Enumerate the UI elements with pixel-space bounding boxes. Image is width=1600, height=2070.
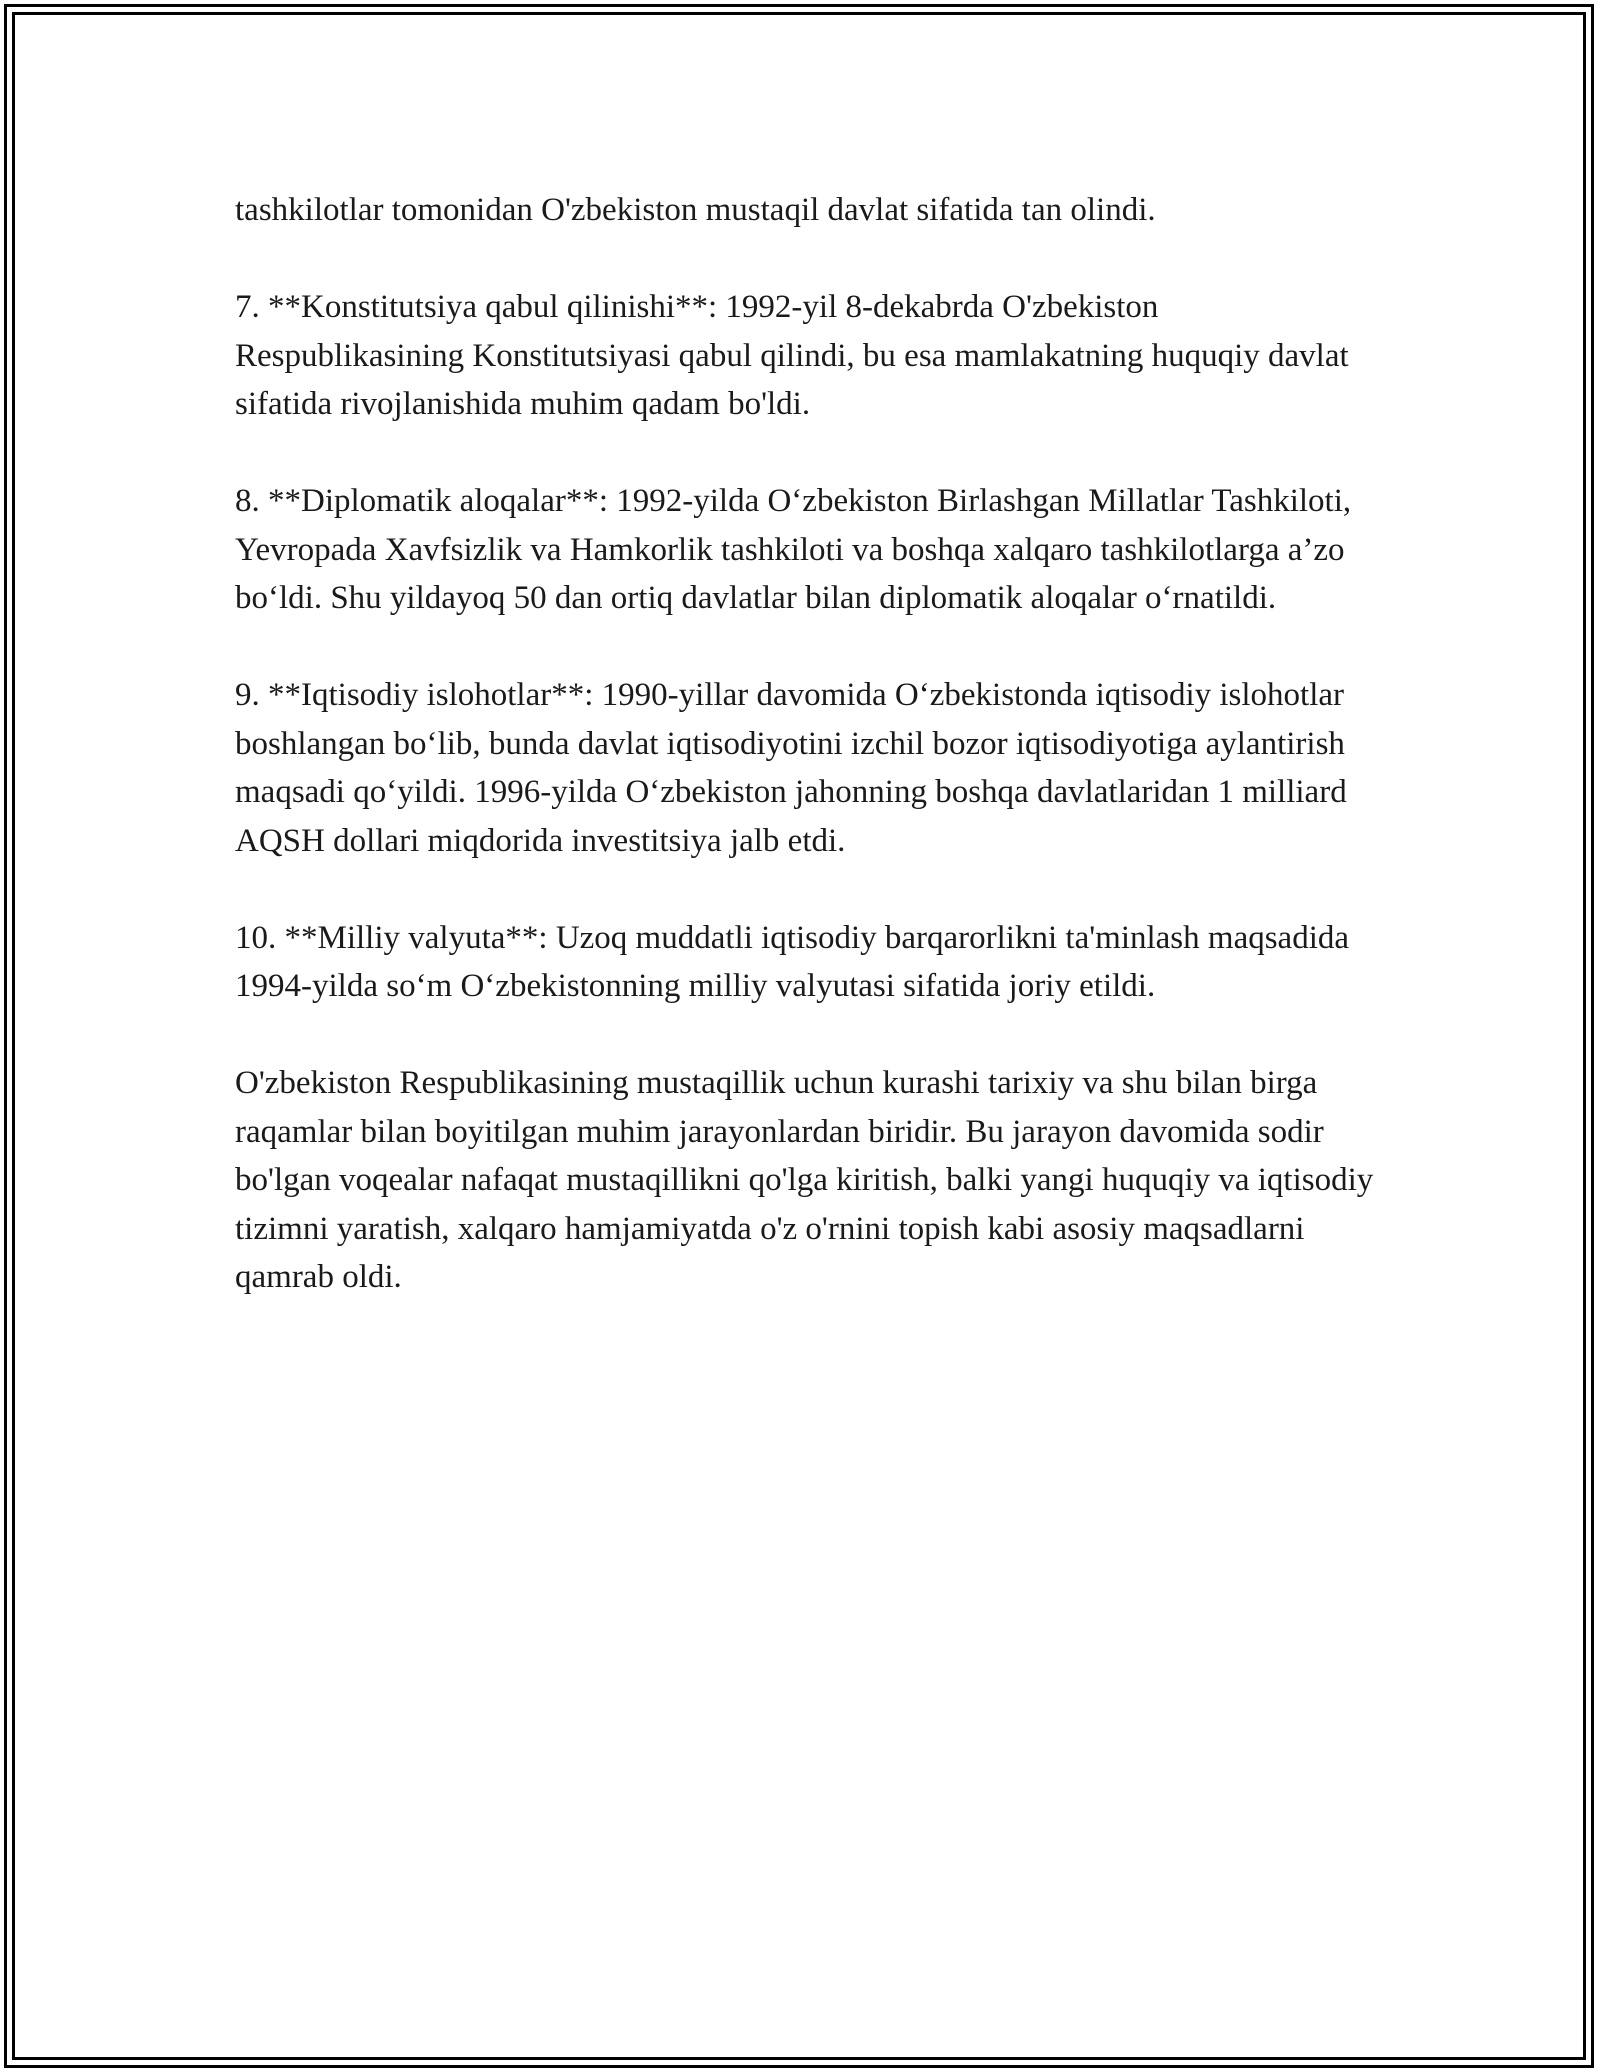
paragraph-diplomatic-relations: 8. **Diplomatik aloqalar**: 1992-yilda O‘zbekiston Birlashgan Millatlar Tashkiloti, Yevropada Xavfsizlik va Hamkorlik tashkiloti va boshqa xalqaro tashkilotlarga a’zo bo‘ldi. Shu yildayoq 50 dan ortiq davlatlar bilan diplomatik aloqalar o‘rnatildi.	[235, 483, 1352, 616]
document-body	[235, 186, 1385, 1350]
paragraph-constitution: 7. **Konstitutsiya qabul qilinishi**: 1992-yil 8-dekabrda O'zbekiston Respublikasining Konstitutsiyasi qabul qilindi, bu esa mamlakatning huquqiy davlat sifatida rivojlanishida muhim qadam bo'ldi.	[235, 289, 1349, 422]
paragraph-economic-reforms: 9. **Iqtisodiy islohotlar**: 1990-yillar davomida O‘zbekistonda iqtisodiy islohotlar boshlangan bo‘lib, bunda davlat iqtisodiyotini izchil bozor iqtisodiyotiga aylantirish maqsadi qo‘yildi. 1996-yilda O‘zbekiston jahonning boshqa davlatlaridan 1 milliard AQSH dollari miqdorida investitsiya jalb etdi.	[235, 677, 1347, 859]
paragraph-conclusion: O'zbekiston Respublikasining mustaqillik uchun kurashi tarixiy va shu bilan birga raqamlar bilan boyitilgan muhim jarayonlardan biridir. Bu jarayon davomida sodir bo'lgan voqealar nafaqat mustaqillikni qo'lga kiritish, balki yangi huquqiy va iqtisodiy tizimni yaratish, xalqaro hamjamiyatda o'z o'rnini topish kabi asosiy maqsadlarni qamrab oldi.	[235, 1065, 1374, 1295]
paragraph-continuation: tashkilotlar tomonidan O'zbekiston mustaqil davlat sifatida tan olindi.	[235, 192, 1156, 228]
paragraph-national-currency: 10. **Milliy valyuta**: Uzoq muddatli iqtisodiy barqarorlikni ta'minlash maqsadida 1994-yilda so‘m O‘zbekistonning milliy valyutasi sifatida joriy etildi.	[235, 919, 1350, 1004]
